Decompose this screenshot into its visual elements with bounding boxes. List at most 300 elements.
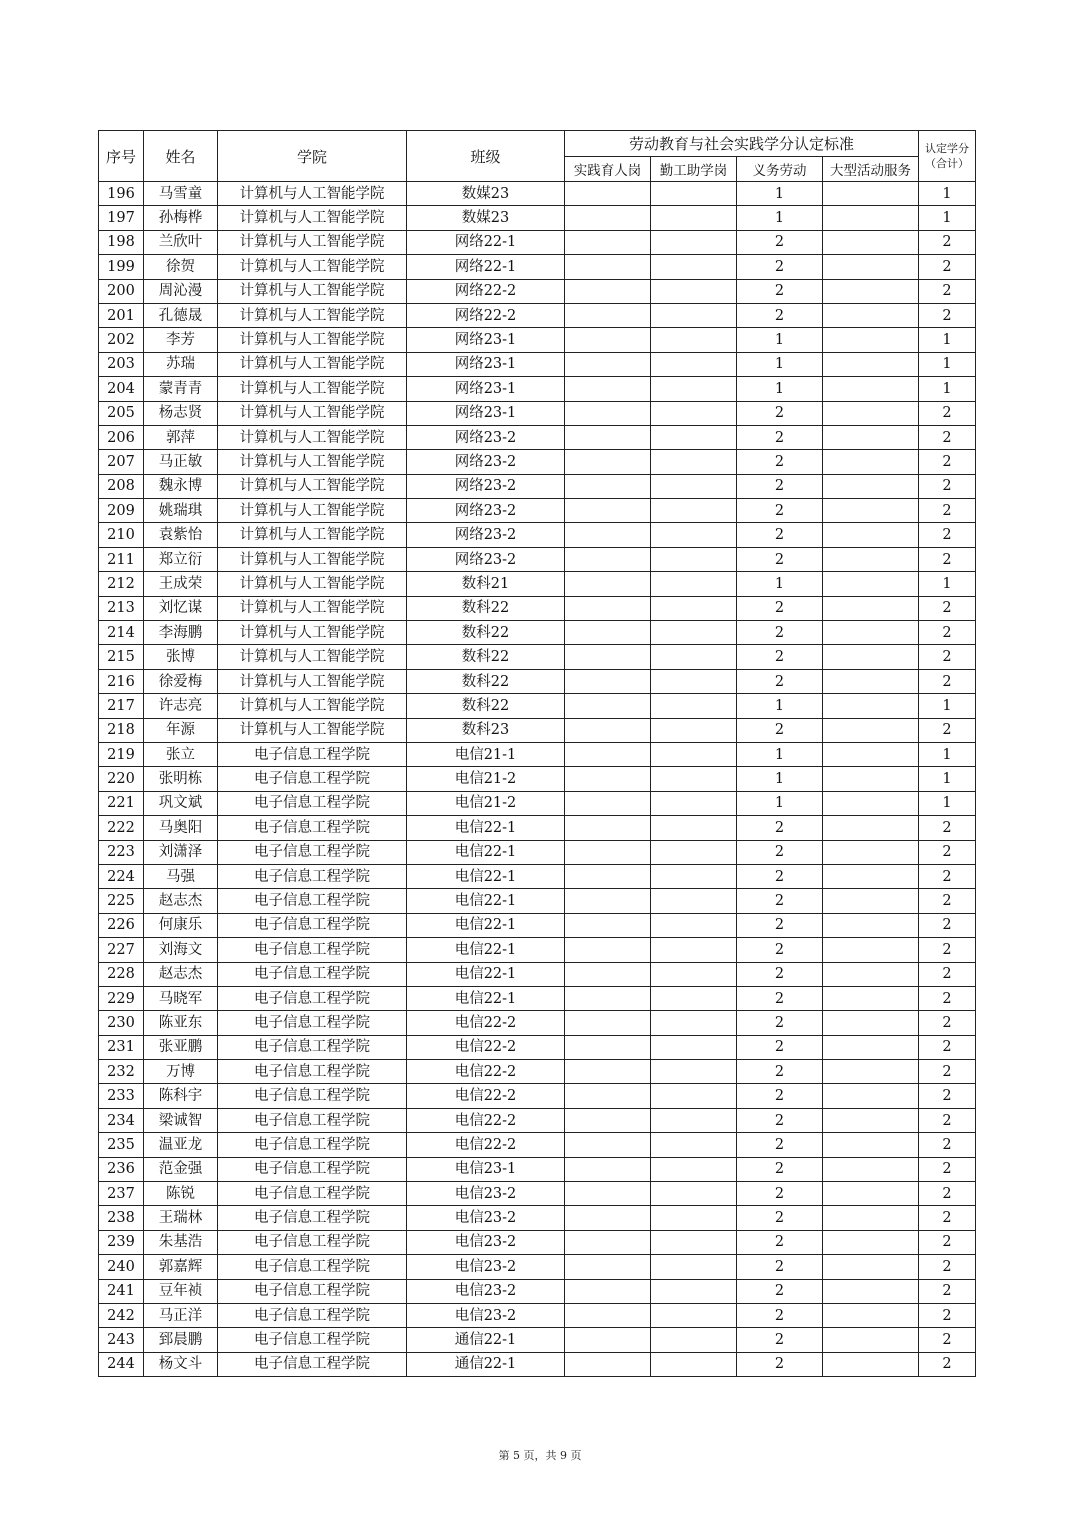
cell-credit-total: 2 [919, 938, 976, 962]
cell-work-study-post [651, 377, 737, 401]
table-row [99, 352, 976, 376]
cell-work-study-post [651, 499, 737, 523]
cell-event-service [823, 767, 919, 791]
cell-name: 豆年祯 [144, 1279, 218, 1303]
cell-event-service [823, 962, 919, 986]
cell-practice-post [565, 1182, 651, 1206]
cell-seq: 215 [99, 645, 144, 669]
table-row [99, 742, 976, 766]
cell-name: 张明栋 [144, 767, 218, 791]
cell-college: 计算机与人工智能学院 [218, 718, 407, 742]
cell-name: 马正敏 [144, 450, 218, 474]
page-footer: 第 5 页，共 9 页 [498, 1449, 582, 1462]
cell-volunteer-labor: 2 [737, 1182, 823, 1206]
cell-name: 张亚鹏 [144, 1035, 218, 1059]
cell-practice-post [565, 1035, 651, 1059]
cell-event-service [823, 913, 919, 937]
cell-seq: 214 [99, 621, 144, 645]
table-row [99, 840, 976, 864]
cell-work-study-post [651, 816, 737, 840]
cell-class: 电信22-1 [407, 816, 565, 840]
cell-class: 电信22-1 [407, 840, 565, 864]
cell-college: 计算机与人工智能学院 [218, 303, 407, 327]
cell-seq: 238 [99, 1206, 144, 1230]
cell-practice-post [565, 669, 651, 693]
cell-credit-total: 2 [919, 1011, 976, 1035]
cell-class: 电信21-2 [407, 767, 565, 791]
cell-college: 电子信息工程学院 [218, 791, 407, 815]
cell-college: 计算机与人工智能学院 [218, 523, 407, 547]
cell-practice-post [565, 474, 651, 498]
cell-volunteer-labor: 2 [737, 1230, 823, 1254]
cell-work-study-post [651, 938, 737, 962]
cell-seq: 199 [99, 255, 144, 279]
cell-event-service [823, 230, 919, 254]
cell-name: 朱基浩 [144, 1230, 218, 1254]
cell-class: 电信22-2 [407, 1035, 565, 1059]
cell-practice-post [565, 1352, 651, 1376]
cell-name: 万博 [144, 1060, 218, 1084]
table-row [99, 474, 976, 498]
cell-name: 马雪童 [144, 182, 218, 206]
cell-practice-post [565, 499, 651, 523]
cell-work-study-post [651, 523, 737, 547]
cell-volunteer-labor: 2 [737, 621, 823, 645]
cell-credit-total: 2 [919, 547, 976, 571]
cell-work-study-post [651, 864, 737, 888]
table-row [99, 255, 976, 279]
cell-volunteer-labor: 2 [737, 1157, 823, 1181]
cell-seq: 227 [99, 938, 144, 962]
cell-class: 电信22-1 [407, 864, 565, 888]
cell-name: 刘忆谋 [144, 596, 218, 620]
cell-work-study-post [651, 596, 737, 620]
cell-credit-total: 1 [919, 352, 976, 376]
cell-name: 孔德晟 [144, 303, 218, 327]
cell-seq: 229 [99, 986, 144, 1010]
cell-seq: 233 [99, 1084, 144, 1108]
cell-class: 数科22 [407, 694, 565, 718]
cell-class: 数科22 [407, 596, 565, 620]
cell-work-study-post [651, 425, 737, 449]
cell-event-service [823, 450, 919, 474]
cell-volunteer-labor: 2 [737, 523, 823, 547]
cell-college: 计算机与人工智能学院 [218, 352, 407, 376]
table-body [99, 182, 976, 1377]
table-row [99, 328, 976, 352]
cell-volunteer-labor: 2 [737, 230, 823, 254]
cell-name: 巩文斌 [144, 791, 218, 815]
cell-credit-total: 2 [919, 303, 976, 327]
cell-name: 姚瑞琪 [144, 499, 218, 523]
cell-college: 电子信息工程学院 [218, 816, 407, 840]
cell-event-service [823, 621, 919, 645]
cell-volunteer-labor: 2 [737, 1352, 823, 1376]
table-row [99, 1060, 976, 1084]
cell-seq: 244 [99, 1352, 144, 1376]
cell-name: 马晓军 [144, 986, 218, 1010]
cell-seq: 212 [99, 572, 144, 596]
cell-work-study-post [651, 1133, 737, 1157]
cell-credit-total: 2 [919, 1352, 976, 1376]
cell-event-service [823, 791, 919, 815]
cell-volunteer-labor: 2 [737, 962, 823, 986]
cell-event-service [823, 742, 919, 766]
cell-event-service [823, 1133, 919, 1157]
cell-credit-total: 2 [919, 889, 976, 913]
cell-seq: 201 [99, 303, 144, 327]
cell-event-service [823, 816, 919, 840]
cell-event-service [823, 694, 919, 718]
cell-practice-post [565, 913, 651, 937]
cell-credit-total: 2 [919, 279, 976, 303]
cell-class: 通信22-1 [407, 1352, 565, 1376]
header-work-study-post: 勤工助学岗 [651, 157, 737, 182]
cell-class: 网络23-2 [407, 425, 565, 449]
cell-college: 电子信息工程学院 [218, 1352, 407, 1376]
cell-event-service [823, 1108, 919, 1132]
cell-event-service [823, 669, 919, 693]
cell-name: 马正洋 [144, 1303, 218, 1327]
cell-event-service [823, 986, 919, 1010]
table-row [99, 1157, 976, 1181]
cell-class: 通信22-1 [407, 1328, 565, 1352]
cell-event-service [823, 377, 919, 401]
cell-event-service [823, 182, 919, 206]
cell-volunteer-labor: 1 [737, 791, 823, 815]
cell-work-study-post [651, 1352, 737, 1376]
cell-event-service [823, 206, 919, 230]
cell-name: 孙梅桦 [144, 206, 218, 230]
cell-name: 张立 [144, 742, 218, 766]
cell-name: 年源 [144, 718, 218, 742]
table-row [99, 864, 976, 888]
cell-class: 网络22-1 [407, 230, 565, 254]
cell-work-study-post [651, 767, 737, 791]
cell-seq: 221 [99, 791, 144, 815]
table-row [99, 1084, 976, 1108]
cell-name: 刘海文 [144, 938, 218, 962]
cell-credit-total: 2 [919, 450, 976, 474]
cell-event-service [823, 718, 919, 742]
cell-seq: 210 [99, 523, 144, 547]
cell-class: 电信23-2 [407, 1206, 565, 1230]
cell-work-study-post [651, 1230, 737, 1254]
cell-seq: 211 [99, 547, 144, 571]
cell-credit-total: 2 [919, 1133, 976, 1157]
cell-volunteer-labor: 2 [737, 474, 823, 498]
cell-name: 郅晨鹏 [144, 1328, 218, 1352]
cell-practice-post [565, 425, 651, 449]
cell-work-study-post [651, 230, 737, 254]
cell-college: 电子信息工程学院 [218, 1230, 407, 1254]
cell-class: 网络23-2 [407, 450, 565, 474]
table-row [99, 1011, 976, 1035]
cell-class: 网络23-1 [407, 328, 565, 352]
table-row [99, 889, 976, 913]
cell-practice-post [565, 1328, 651, 1352]
cell-work-study-post [651, 303, 737, 327]
cell-practice-post [565, 742, 651, 766]
cell-work-study-post [651, 547, 737, 571]
cell-college: 计算机与人工智能学院 [218, 328, 407, 352]
cell-practice-post [565, 621, 651, 645]
cell-work-study-post [651, 1255, 737, 1279]
header-credit-line2: （合计） [925, 157, 969, 170]
cell-work-study-post [651, 279, 737, 303]
cell-seq: 223 [99, 840, 144, 864]
cell-credit-total: 1 [919, 767, 976, 791]
cell-seq: 225 [99, 889, 144, 913]
cell-volunteer-labor: 2 [737, 1206, 823, 1230]
cell-credit-total: 2 [919, 596, 976, 620]
table-row [99, 1230, 976, 1254]
cell-credit-total: 2 [919, 1279, 976, 1303]
cell-name: 刘潇泽 [144, 840, 218, 864]
cell-class: 数科23 [407, 718, 565, 742]
cell-class: 网络23-2 [407, 474, 565, 498]
cell-work-study-post [651, 1035, 737, 1059]
cell-volunteer-labor: 1 [737, 767, 823, 791]
cell-volunteer-labor: 2 [737, 913, 823, 937]
cell-name: 郭萍 [144, 425, 218, 449]
table-header [99, 131, 976, 182]
cell-practice-post [565, 523, 651, 547]
cell-college: 电子信息工程学院 [218, 1255, 407, 1279]
cell-name: 陈锐 [144, 1182, 218, 1206]
cell-practice-post [565, 840, 651, 864]
cell-practice-post [565, 377, 651, 401]
cell-volunteer-labor: 2 [737, 1133, 823, 1157]
cell-college: 电子信息工程学院 [218, 1084, 407, 1108]
cell-volunteer-labor: 2 [737, 425, 823, 449]
cell-work-study-post [651, 328, 737, 352]
header-practice-post: 实践育人岗 [565, 157, 651, 182]
cell-work-study-post [651, 401, 737, 425]
cell-credit-total: 2 [919, 230, 976, 254]
cell-seq: 206 [99, 425, 144, 449]
cell-work-study-post [651, 1182, 737, 1206]
cell-seq: 237 [99, 1182, 144, 1206]
header-volunteer-labor: 义务劳动 [737, 157, 823, 182]
cell-practice-post [565, 791, 651, 815]
cell-class: 电信22-2 [407, 1060, 565, 1084]
cell-volunteer-labor: 1 [737, 206, 823, 230]
cell-event-service [823, 1352, 919, 1376]
cell-event-service [823, 547, 919, 571]
cell-credit-total: 2 [919, 255, 976, 279]
cell-college: 计算机与人工智能学院 [218, 669, 407, 693]
cell-seq: 240 [99, 1255, 144, 1279]
cell-event-service [823, 1303, 919, 1327]
header-event-service: 大型活动服务 [823, 157, 919, 182]
cell-name: 梁诚智 [144, 1108, 218, 1132]
cell-name: 兰欣叶 [144, 230, 218, 254]
cell-class: 网络22-2 [407, 303, 565, 327]
cell-work-study-post [651, 450, 737, 474]
cell-class: 数科22 [407, 645, 565, 669]
cell-work-study-post [651, 889, 737, 913]
cell-volunteer-labor: 2 [737, 1255, 823, 1279]
cell-volunteer-labor: 2 [737, 1084, 823, 1108]
cell-volunteer-labor: 2 [737, 816, 823, 840]
cell-seq: 239 [99, 1230, 144, 1254]
cell-name: 郑立衍 [144, 547, 218, 571]
cell-class: 网络22-1 [407, 255, 565, 279]
cell-volunteer-labor: 2 [737, 669, 823, 693]
cell-volunteer-labor: 2 [737, 889, 823, 913]
cell-class: 电信22-1 [407, 986, 565, 1010]
cell-practice-post [565, 450, 651, 474]
cell-class: 网络22-2 [407, 279, 565, 303]
cell-work-study-post [651, 1328, 737, 1352]
table-row [99, 816, 976, 840]
cell-practice-post [565, 401, 651, 425]
cell-volunteer-labor: 1 [737, 572, 823, 596]
table-row [99, 279, 976, 303]
cell-volunteer-labor: 1 [737, 352, 823, 376]
cell-credit-total: 1 [919, 328, 976, 352]
cell-college: 电子信息工程学院 [218, 913, 407, 937]
cell-college: 电子信息工程学院 [218, 1279, 407, 1303]
cell-work-study-post [651, 206, 737, 230]
cell-practice-post [565, 889, 651, 913]
cell-credit-total: 2 [919, 669, 976, 693]
cell-volunteer-labor: 2 [737, 450, 823, 474]
cell-practice-post [565, 1011, 651, 1035]
table-row [99, 547, 976, 571]
cell-class: 电信23-2 [407, 1303, 565, 1327]
cell-practice-post [565, 718, 651, 742]
table-row [99, 767, 976, 791]
cell-name: 郭嘉辉 [144, 1255, 218, 1279]
cell-volunteer-labor: 1 [737, 182, 823, 206]
cell-name: 陈科宇 [144, 1084, 218, 1108]
table-row [99, 499, 976, 523]
cell-event-service [823, 474, 919, 498]
cell-college: 电子信息工程学院 [218, 938, 407, 962]
cell-seq: 207 [99, 450, 144, 474]
credit-table [98, 130, 976, 1377]
table-row [99, 718, 976, 742]
table-row [99, 1328, 976, 1352]
cell-credit-total: 2 [919, 401, 976, 425]
cell-event-service [823, 425, 919, 449]
cell-college: 电子信息工程学院 [218, 1303, 407, 1327]
table-row [99, 1255, 976, 1279]
cell-name: 许志亮 [144, 694, 218, 718]
table-row [99, 596, 976, 620]
cell-college: 计算机与人工智能学院 [218, 425, 407, 449]
cell-event-service [823, 255, 919, 279]
table-row [99, 182, 976, 206]
cell-practice-post [565, 303, 651, 327]
cell-practice-post [565, 182, 651, 206]
cell-name: 蒙青青 [144, 377, 218, 401]
table-row [99, 401, 976, 425]
cell-college: 计算机与人工智能学院 [218, 596, 407, 620]
cell-class: 电信22-1 [407, 913, 565, 937]
cell-seq: 198 [99, 230, 144, 254]
cell-class: 网络23-2 [407, 523, 565, 547]
cell-volunteer-labor: 2 [737, 255, 823, 279]
cell-seq: 224 [99, 864, 144, 888]
cell-seq: 232 [99, 1060, 144, 1084]
cell-event-service [823, 572, 919, 596]
table-row [99, 1133, 976, 1157]
cell-college: 电子信息工程学院 [218, 1206, 407, 1230]
cell-volunteer-labor: 2 [737, 401, 823, 425]
cell-practice-post [565, 230, 651, 254]
cell-class: 数媒23 [407, 182, 565, 206]
cell-practice-post [565, 938, 651, 962]
cell-class: 网络23-2 [407, 499, 565, 523]
header-credit-total [919, 131, 976, 182]
cell-college: 电子信息工程学院 [218, 767, 407, 791]
table-row [99, 303, 976, 327]
cell-volunteer-labor: 2 [737, 1060, 823, 1084]
cell-name: 李芳 [144, 328, 218, 352]
cell-volunteer-labor: 2 [737, 840, 823, 864]
cell-class: 网络23-1 [407, 401, 565, 425]
cell-college: 电子信息工程学院 [218, 864, 407, 888]
cell-seq: 197 [99, 206, 144, 230]
table-row [99, 645, 976, 669]
cell-name: 温亚龙 [144, 1133, 218, 1157]
cell-volunteer-labor: 1 [737, 377, 823, 401]
cell-volunteer-labor: 1 [737, 742, 823, 766]
cell-name: 杨文斗 [144, 1352, 218, 1376]
cell-volunteer-labor: 1 [737, 694, 823, 718]
cell-credit-total: 2 [919, 1230, 976, 1254]
cell-work-study-post [651, 913, 737, 937]
cell-work-study-post [651, 742, 737, 766]
cell-volunteer-labor: 2 [737, 1328, 823, 1352]
cell-event-service [823, 1084, 919, 1108]
cell-class: 网络23-1 [407, 377, 565, 401]
cell-seq: 217 [99, 694, 144, 718]
cell-seq: 208 [99, 474, 144, 498]
cell-name: 张博 [144, 645, 218, 669]
cell-name: 何康乐 [144, 913, 218, 937]
cell-volunteer-labor: 2 [737, 1011, 823, 1035]
cell-volunteer-labor: 2 [737, 986, 823, 1010]
cell-event-service [823, 596, 919, 620]
cell-practice-post [565, 864, 651, 888]
cell-event-service [823, 279, 919, 303]
cell-seq: 209 [99, 499, 144, 523]
cell-name: 李海鹏 [144, 621, 218, 645]
table-row [99, 572, 976, 596]
cell-name: 赵志杰 [144, 962, 218, 986]
cell-class: 网络23-2 [407, 547, 565, 571]
cell-college: 计算机与人工智能学院 [218, 182, 407, 206]
cell-college: 电子信息工程学院 [218, 742, 407, 766]
cell-credit-total: 2 [919, 425, 976, 449]
cell-class: 电信23-2 [407, 1279, 565, 1303]
cell-class: 电信22-1 [407, 938, 565, 962]
cell-name: 马强 [144, 864, 218, 888]
cell-volunteer-labor: 2 [737, 596, 823, 620]
cell-seq: 204 [99, 377, 144, 401]
cell-credit-total: 2 [919, 1035, 976, 1059]
table-row [99, 230, 976, 254]
cell-practice-post [565, 1108, 651, 1132]
cell-class: 数媒23 [407, 206, 565, 230]
cell-college: 计算机与人工智能学院 [218, 450, 407, 474]
cell-event-service [823, 1035, 919, 1059]
cell-college: 电子信息工程学院 [218, 1108, 407, 1132]
